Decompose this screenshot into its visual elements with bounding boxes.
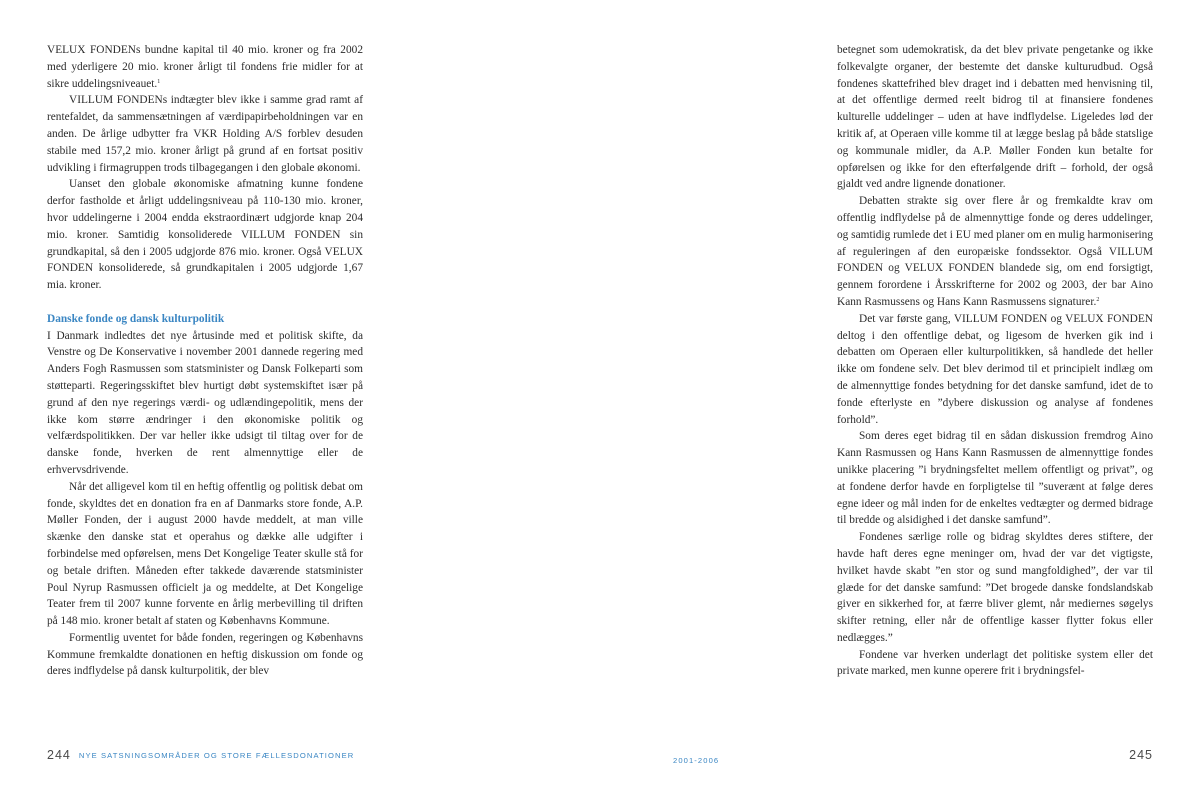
footnote-marker[interactable]: 2: [1096, 296, 1100, 303]
right-page-number: 245: [1129, 748, 1153, 762]
paragraph: VELUX FONDENs bundne kapital til 40 mio. kroner og fra 2002 med yderligere 20 mio. kroner årligt til fondens frie midler for at sikre uddelingsniveauet.$^1$: [47, 44, 363, 90]
right-page-footer: [1129, 746, 1153, 764]
right-page-text-column: [837, 42, 1153, 680]
paragraph: Fondene var hverken underlagt det politiske system eller det private marked, men kunne operere frit i brydningsfel-: [837, 648, 1153, 678]
paragraph: Som deres eget bidrag til en sådan diskussion fremdrog Aino Kann Rasmussen og Hans Kann Rasmussen de almennyttige fondes unikke placering ”i brydningsfeltet mellem offentligt og privat”, og at fondene derfor havde en forpligtelse til ”suverænt at følge deres egne ideer og mål inden for de enkeltes vedtægter og dermed bidrage til bredde og alsidighed i det danske samfund”.: [837, 430, 1153, 527]
paragraph: Uanset den globale økonomiske afmatning kunne fondene derfor fastholde et årligt uddelingsniveau på 110-130 mio. kroner, hvor uddelingerne i 2004 endda ekstraordinært udgjorde knap 204 mio. kroner. Samtidig konsoliderede VILLUM FONDEN sin grundkapital, så den i 2005 udgjorde 876 mio. kroner. Også VELUX FONDEN konsoliderede, så grundkapitalen i 2005 udgjorde 1,67 mia. kroner.: [47, 178, 363, 292]
left-page-footer: [47, 746, 354, 764]
period-footer: [673, 750, 719, 768]
footnote-marker[interactable]: 1: [157, 78, 161, 85]
paragraph: Når det alligevel kom til en heftig offentlig og politisk debat om fonde, skyldtes det en donation fra en af Danmarks store fonde, A.P. Møller Fonden, der i august 2000 havde meddelt, at man ville skænke den danske stat et operahus og dække alle udgifter i forbindelse med opførelsen, mens Det Kongelige Teater skulle stå for og betale driften. Måneden efter takkede daværende statsminister Poul Nyrup Rasmussen officielt ja og meddelte, at Det Kongelige Teater frem til 2007 kunne forvente en årlig merbevilling til driften på 148 mio. kroner betalt af staten og Københavns Kommune.: [47, 480, 363, 628]
left-page-text-column: [47, 42, 363, 680]
paragraph: betegnet som udemokratisk, da det blev private pengetanke og ikke folkevalgte organer, der bestemte det danske kulturudbud. Også fondenes skattefrihed blev draget ind i debatten med henvisning til, at det offentlige dermed reelt bidrog til at finansiere fondenes kulturelle uddelinger – uden at have indflydelse. Ligeledes lød der kritik af, at Operaen ville komme til at lægge beslag på både statslige og kommunale midler, da A.P. Møller Fonden kun betalte for opførelsen og ikke for den efterfølgende drift – forhold, der også gjaldt ved andre lignende donationer.: [837, 44, 1153, 191]
paragraph: Det var første gang, VILLUM FONDEN og VELUX FONDEN deltog i den offentlige debat, og ligesom de hverken gik ind i debatten om Operaen eller kulturpolitikken, så handlede det heller ikke om fondene selv. Det blev derimod til et principielt indlæg om de almennyttige fondes betydning for det danske samfund, idet de to fonde efterlyste en ”dybere diskussion og analyse af fondenes forhold”.: [837, 312, 1153, 426]
paragraph: Debatten strakte sig over flere år og fremkaldte krav om offentlig indflydelse på de almennyttige fonde og deres uddelinger, og samtidig rumlede det i EU med planer om en mulig harmonisering af reguleringen af den europæiske fondssektor. Også VILLUM FONDEN og VELUX FONDEN blandede sig, om end forsigtigt, gennem forordene i Årsskrifterne for 2002 og 2003, der bar Aino Kann Rasmussens og Hans Kann Rasmussens signaturer.$^2$: [837, 195, 1153, 308]
period-label: 2001-2006: [673, 756, 720, 765]
running-head: NYE SATSNINGSOMRÅDER OG STORE FÆLLESDONATIONER: [78, 751, 355, 760]
paragraph: Fondenes særlige rolle og bidrag skyldtes deres stiftere, der havde haft deres egne meninger om, hvad der var det vigtigste, hvilket havde skabt ”en stor og sund mangfoldighed”, der var til glæde for det danske samfund: ”Det brogede danske fondslandskab giver en sikkerhed for, at færre bliver glemt, når mediernes søgelys skifter retning, eller når de offentlige kasser flytter fokus eller nedlægges.”: [837, 531, 1153, 644]
left-page-number: 244: [47, 748, 71, 762]
paragraph: Formentlig uventet for både fonden, regeringen og Københavns Kommune fremkaldte donationen en heftig diskussion om fonde og deres indflydelse på dansk kulturpolitik, der blev: [47, 631, 363, 678]
paragraph: VILLUM FONDENs indtægter blev ikke i samme grad ramt af rentefaldet, da sammensætningen af værdipapirbeholdningen var en anden. De årlige udbytter fra VKR Holding A/S forblev desuden stabile med 157,2 mio. kroner årligt på grund af en fortsat positiv udvikling i firmagruppen trods tilbagegangen i den globale økonomi.: [47, 94, 363, 174]
section-heading: Danske fonde og dansk kulturpolitik: [47, 312, 225, 325]
paragraph: I Danmark indledtes det nye årtusinde med et politisk skifte, da Venstre og De Konservative i november 2001 dannede regering med Anders Fogh Rasmussen som statsminister og Dansk Folkeparti som støtteparti. Regeringsskiftet blev hurtigt døbt systemskiftet især på grund af den nye regerings værdi- og udlændingepolitik, mens der ikke kom større ændringer i den økonomiske politik og velfærdspolitikken. Der var heller ikke udsigt til tiltag over for de danske fonde, hverken de rent almennyttige eller de erhvervsdrivende.: [47, 329, 363, 476]
